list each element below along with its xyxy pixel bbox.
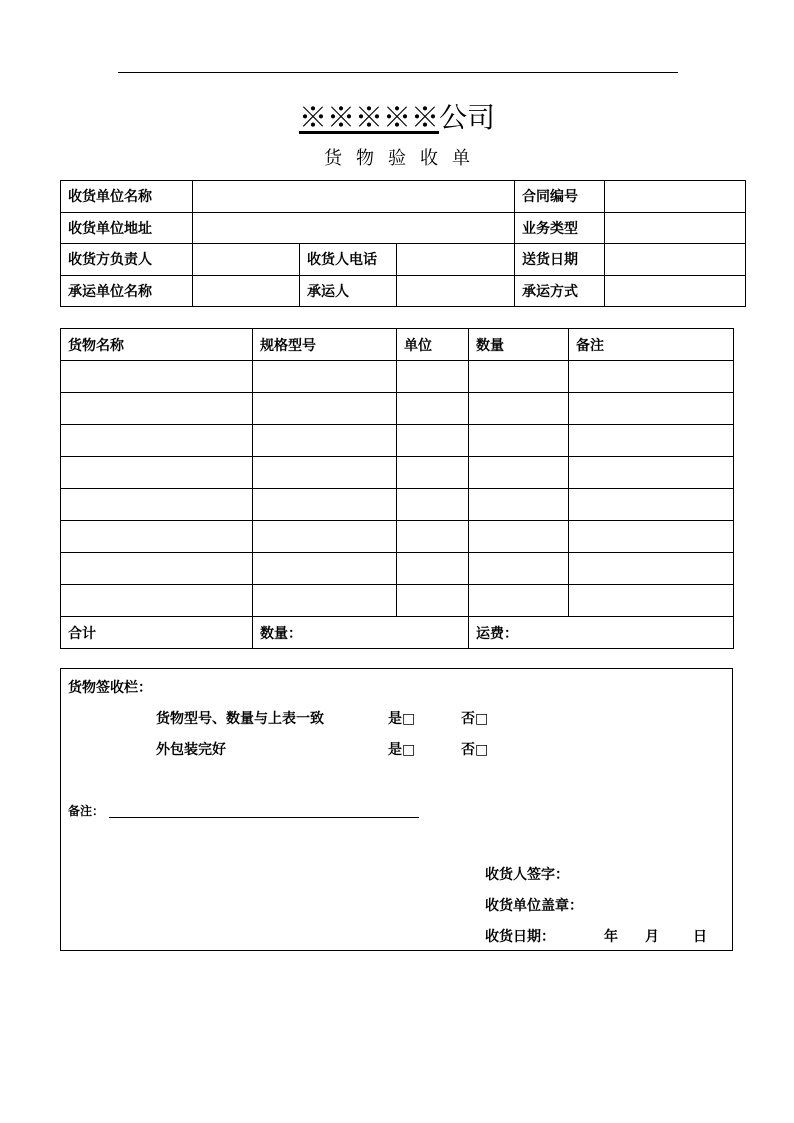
unit-cell[interactable] [397,393,469,425]
table-row [61,457,734,489]
receiver-manager-field[interactable] [193,244,300,276]
table-row [61,521,734,553]
goods-name-cell[interactable] [61,585,253,617]
goods-name-cell[interactable] [61,361,253,393]
business-type-field[interactable] [605,212,746,244]
column-header-goods-name: 货物名称 [61,329,253,361]
remark-cell[interactable] [569,553,734,585]
spec-cell[interactable] [253,425,397,457]
table-row [61,181,746,213]
check1-yes-checkbox[interactable]: 是□ [388,711,416,727]
table-row [61,361,734,393]
contract-no-label: 合同编号 [515,181,605,213]
remark-cell[interactable] [569,585,734,617]
sign-section [60,668,733,951]
column-header-spec: 规格型号 [253,329,397,361]
check1-label: 货物型号、数量与上表一致 [156,711,324,727]
quantity-cell[interactable] [469,425,569,457]
remark-cell[interactable] [569,425,734,457]
goods-table [60,328,734,649]
spec-cell[interactable] [253,489,397,521]
total-quantity-cell[interactable] [253,617,469,649]
total-freight-cell[interactable] [469,617,734,649]
goods-name-cell[interactable] [61,393,253,425]
unit-cell[interactable] [397,489,469,521]
receiver-address-label: 收货单位地址 [61,212,193,244]
unit-cell[interactable] [397,585,469,617]
spec-cell[interactable] [253,457,397,489]
quantity-cell[interactable] [469,553,569,585]
form-subtitle: 货物验收单 [324,148,484,169]
goods-body [61,361,734,617]
table-row [61,393,734,425]
goods-name-cell[interactable] [61,489,253,521]
goods-name-cell[interactable] [61,521,253,553]
page-title [0,98,794,138]
remark-cell[interactable] [569,393,734,425]
column-header-unit: 单位 [397,329,469,361]
unit-cell[interactable] [397,457,469,489]
quantity-cell[interactable] [469,393,569,425]
receiver-manager-label: 收货方负责人 [61,244,193,276]
unit-cell[interactable] [397,361,469,393]
goods-name-cell[interactable] [61,425,253,457]
signature-label: 收货人签字： [485,867,569,883]
date-day: 日 [693,929,707,945]
quantity-cell[interactable] [469,361,569,393]
company-marks: ※※※※※ [298,101,439,134]
table-row [61,553,734,585]
receiver-name-field[interactable] [193,181,515,213]
total-label: 合计 [61,617,253,649]
column-header-quantity: 数量 [469,329,569,361]
date-year: 年 [604,929,618,945]
carrier-name-label: 承运单位名称 [61,275,193,307]
remark-cell[interactable] [569,489,734,521]
remark-cell[interactable] [569,457,734,489]
stamp-label: 收货单位盖章： [485,898,583,914]
quantity-cell[interactable] [469,585,569,617]
spec-cell[interactable] [253,361,397,393]
sign-section-title: 货物签收栏： [68,680,152,696]
carrier-name-field[interactable] [193,275,300,307]
unit-cell[interactable] [397,425,469,457]
spec-cell[interactable] [253,585,397,617]
receiver-phone-field[interactable] [397,244,515,276]
column-header-remark: 备注 [569,329,734,361]
top-rule [118,72,678,73]
check1-no-checkbox[interactable]: 否□ [461,711,489,727]
quantity-cell[interactable] [469,489,569,521]
unit-cell[interactable] [397,553,469,585]
carrier-method-label: 承运方式 [515,275,605,307]
table-row [61,275,746,307]
receiver-phone-label: 收货人电话 [300,244,397,276]
check2-yes-checkbox[interactable]: 是□ [388,742,416,758]
remark-label: 备注： [68,804,105,818]
total-row [61,617,734,649]
goods-name-cell[interactable] [61,553,253,585]
table-row [61,244,746,276]
date-label: 收货日期： [485,929,555,945]
table-row [61,585,734,617]
goods-header-row [61,329,734,361]
info-table [60,180,746,307]
remark-cell[interactable] [569,361,734,393]
receiver-name-label: 收货单位名称 [61,181,193,213]
carrier-person-field[interactable] [397,275,515,307]
carrier-method-field[interactable] [605,275,746,307]
date-month: 月 [645,929,659,945]
carrier-person-label: 承运人 [300,275,397,307]
check2-label: 外包装完好 [156,742,226,758]
contract-no-field[interactable] [605,181,746,213]
business-type-label: 业务类型 [515,212,605,244]
unit-cell[interactable] [397,521,469,553]
remark-line[interactable] [109,817,419,818]
quantity-cell[interactable] [469,521,569,553]
remark-cell[interactable] [569,521,734,553]
total-freight-label: 运费： [476,625,518,642]
delivery-date-label: 送货日期 [515,244,605,276]
table-row [61,489,734,521]
total-quantity-label: 数量： [260,625,302,642]
receiver-address-field[interactable] [193,212,515,244]
spec-cell[interactable] [253,393,397,425]
company-suffix: 公司 [439,101,496,134]
check2-no-checkbox[interactable]: 否□ [461,742,489,758]
spec-cell[interactable] [253,553,397,585]
spec-cell[interactable] [253,521,397,553]
goods-name-cell[interactable] [61,457,253,489]
delivery-date-field[interactable] [605,244,746,276]
table-row [61,212,746,244]
table-row [61,425,734,457]
quantity-cell[interactable] [469,457,569,489]
